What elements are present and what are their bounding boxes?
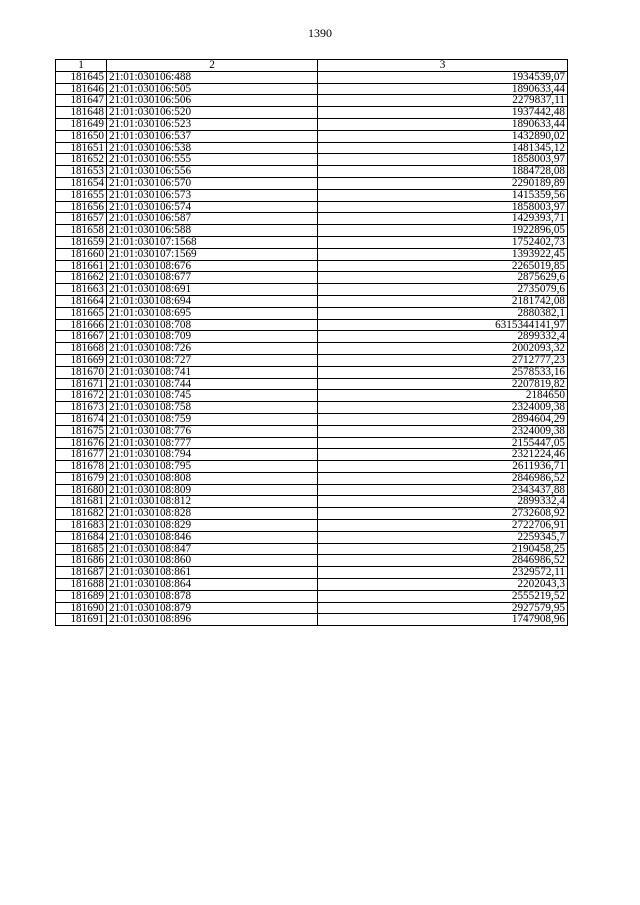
table-row	[56, 260, 568, 272]
table-row	[56, 307, 568, 319]
row-number: 181650	[56, 130, 107, 142]
cadastral-value: 2329572,11	[318, 567, 568, 579]
table-body	[56, 71, 568, 625]
cadastral-value: 1393922,45	[318, 248, 568, 260]
table-row	[56, 295, 568, 307]
table-row	[56, 225, 568, 237]
row-number: 181648	[56, 107, 107, 119]
row-number: 181653	[56, 166, 107, 178]
row-number: 181683	[56, 520, 107, 532]
table-row	[56, 213, 568, 225]
cadastral-value: 2184650	[318, 390, 568, 402]
row-number: 181663	[56, 284, 107, 296]
table-row	[56, 402, 568, 414]
row-number: 181690	[56, 602, 107, 614]
cadastral-value: 2324009,38	[318, 425, 568, 437]
page-number: 1390	[308, 26, 332, 40]
cadastral-number: 21:01:030108:829	[107, 520, 318, 532]
cadastral-value: 1858003,97	[318, 201, 568, 213]
table-row	[56, 201, 568, 213]
cadastral-number: 21:01:030107:1569	[107, 248, 318, 260]
table-row	[56, 118, 568, 130]
row-number: 181667	[56, 331, 107, 343]
cadastral-number: 21:01:030108:812	[107, 496, 318, 508]
row-number: 181686	[56, 555, 107, 567]
cadastral-value: 2202043,3	[318, 579, 568, 591]
cadastral-value: 2279837,11	[318, 95, 568, 107]
cadastral-value: 2321224,46	[318, 449, 568, 461]
cadastral-number: 21:01:030108:695	[107, 307, 318, 319]
table-row	[56, 177, 568, 189]
row-number: 181687	[56, 567, 107, 579]
row-number: 181655	[56, 189, 107, 201]
table-row	[56, 614, 568, 626]
row-number: 181680	[56, 484, 107, 496]
cadastral-number: 21:01:030106:506	[107, 95, 318, 107]
table-row	[56, 567, 568, 579]
cadastral-value: 1890633,44	[318, 83, 568, 95]
table-row	[56, 437, 568, 449]
table-row	[56, 189, 568, 201]
table-row	[56, 555, 568, 567]
cadastral-number: 21:01:030107:1568	[107, 236, 318, 248]
table-row	[56, 472, 568, 484]
cadastral-number: 21:01:030106:538	[107, 142, 318, 154]
table-row	[56, 272, 568, 284]
cadastral-value: 2259345,7	[318, 531, 568, 543]
cadastral-number: 21:01:030108:676	[107, 260, 318, 272]
cadastral-number: 21:01:030108:726	[107, 343, 318, 355]
cadastral-number: 21:01:030108:808	[107, 472, 318, 484]
cadastral-number: 21:01:030108:708	[107, 319, 318, 331]
cadastral-number: 21:01:030106:574	[107, 201, 318, 213]
cadastral-number: 21:01:030108:727	[107, 354, 318, 366]
table-row	[56, 166, 568, 178]
cadastral-value-table	[55, 59, 568, 626]
cadastral-value: 1481345,12	[318, 142, 568, 154]
row-number: 181646	[56, 83, 107, 95]
table-row	[56, 449, 568, 461]
cadastral-value: 2846986,52	[318, 555, 568, 567]
table-row	[56, 154, 568, 166]
table-row	[56, 236, 568, 248]
table-row	[56, 95, 568, 107]
row-number: 181684	[56, 531, 107, 543]
table-row	[56, 83, 568, 95]
row-number: 181678	[56, 461, 107, 473]
table-row	[56, 590, 568, 602]
cadastral-number: 21:01:030108:864	[107, 579, 318, 591]
cadastral-number: 21:01:030106:587	[107, 213, 318, 225]
cadastral-value: 1432890,02	[318, 130, 568, 142]
row-number: 181654	[56, 177, 107, 189]
table-row	[56, 508, 568, 520]
cadastral-value: 1429393,71	[318, 213, 568, 225]
cadastral-value: 2894604,29	[318, 413, 568, 425]
cadastral-number: 21:01:030108:861	[107, 567, 318, 579]
row-number: 181661	[56, 260, 107, 272]
table-row	[56, 413, 568, 425]
cadastral-number: 21:01:030108:677	[107, 272, 318, 284]
cadastral-number: 21:01:030108:846	[107, 531, 318, 543]
cadastral-number: 21:01:030108:879	[107, 602, 318, 614]
cadastral-value: 2002093,32	[318, 343, 568, 355]
column-header-1: 1	[56, 60, 107, 72]
table-row	[56, 107, 568, 119]
cadastral-value: 1884728,08	[318, 166, 568, 178]
row-number: 181647	[56, 95, 107, 107]
row-number: 181665	[56, 307, 107, 319]
cadastral-value: 1922896,05	[318, 225, 568, 237]
cadastral-number: 21:01:030108:896	[107, 614, 318, 626]
cadastral-number: 21:01:030108:741	[107, 366, 318, 378]
row-number: 181662	[56, 272, 107, 284]
cadastral-value: 1858003,97	[318, 154, 568, 166]
row-number: 181652	[56, 154, 107, 166]
table-row	[56, 71, 568, 83]
cadastral-value: 1937442,48	[318, 107, 568, 119]
row-number: 181671	[56, 378, 107, 390]
row-number: 181656	[56, 201, 107, 213]
table-row	[56, 319, 568, 331]
table-row	[56, 579, 568, 591]
cadastral-value: 2190458,25	[318, 543, 568, 555]
cadastral-number: 21:01:030108:745	[107, 390, 318, 402]
row-number: 181659	[56, 236, 107, 248]
row-number: 181675	[56, 425, 107, 437]
table-row	[56, 531, 568, 543]
cadastral-number: 21:01:030106:537	[107, 130, 318, 142]
table-row	[56, 142, 568, 154]
table-row	[56, 543, 568, 555]
cadastral-number: 21:01:030108:847	[107, 543, 318, 555]
table-row	[56, 378, 568, 390]
row-number: 181681	[56, 496, 107, 508]
row-number: 181672	[56, 390, 107, 402]
cadastral-number: 21:01:030108:691	[107, 284, 318, 296]
row-number: 181660	[56, 248, 107, 260]
cadastral-value: 2722706,91	[318, 520, 568, 532]
cadastral-value: 2880382,1	[318, 307, 568, 319]
cadastral-value: 2899332,4	[318, 496, 568, 508]
table-row	[56, 343, 568, 355]
cadastral-number: 21:01:030108:795	[107, 461, 318, 473]
cadastral-value: 2611936,71	[318, 461, 568, 473]
row-number: 181645	[56, 71, 107, 83]
cadastral-value: 2555219,52	[318, 590, 568, 602]
cadastral-value: 2290189,89	[318, 177, 568, 189]
row-number: 181685	[56, 543, 107, 555]
cadastral-number: 21:01:030108:694	[107, 295, 318, 307]
table-row	[56, 390, 568, 402]
row-number: 181677	[56, 449, 107, 461]
cadastral-value: 2846986,52	[318, 472, 568, 484]
row-number: 181658	[56, 225, 107, 237]
cadastral-value: 1890633,44	[318, 118, 568, 130]
cadastral-value: 2207819,82	[318, 378, 568, 390]
cadastral-number: 21:01:030108:758	[107, 402, 318, 414]
row-number: 181673	[56, 402, 107, 414]
cadastral-value: 1747908,96	[318, 614, 568, 626]
cadastral-value: 2712777,23	[318, 354, 568, 366]
cadastral-value: 2732608,92	[318, 508, 568, 520]
table-row	[56, 496, 568, 508]
row-number: 181689	[56, 590, 107, 602]
cadastral-number: 21:01:030106:573	[107, 189, 318, 201]
table-row	[56, 484, 568, 496]
cadastral-value: 2181742,08	[318, 295, 568, 307]
table-row	[56, 366, 568, 378]
table-row	[56, 520, 568, 532]
cadastral-number: 21:01:030106:505	[107, 83, 318, 95]
cadastral-number: 21:01:030106:520	[107, 107, 318, 119]
table-row	[56, 331, 568, 343]
row-number: 181691	[56, 614, 107, 626]
cadastral-number: 21:01:030106:488	[107, 71, 318, 83]
column-header-2: 2	[107, 60, 318, 72]
row-number: 181666	[56, 319, 107, 331]
row-number: 181657	[56, 213, 107, 225]
table-row	[56, 602, 568, 614]
cadastral-number: 21:01:030106:588	[107, 225, 318, 237]
table-header-row	[56, 60, 568, 72]
cadastral-number: 21:01:030108:878	[107, 590, 318, 602]
cadastral-value: 1415359,56	[318, 189, 568, 201]
cadastral-number: 21:01:030108:828	[107, 508, 318, 520]
row-number: 181649	[56, 118, 107, 130]
table-row	[56, 461, 568, 473]
cadastral-number: 21:01:030106:570	[107, 177, 318, 189]
row-number: 181670	[56, 366, 107, 378]
cadastral-value: 1934539,07	[318, 71, 568, 83]
row-number: 181669	[56, 354, 107, 366]
row-number: 181651	[56, 142, 107, 154]
row-number: 181688	[56, 579, 107, 591]
row-number: 181676	[56, 437, 107, 449]
cadastral-number: 21:01:030106:556	[107, 166, 318, 178]
cadastral-number: 21:01:030108:709	[107, 331, 318, 343]
cadastral-value: 2927579,95	[318, 602, 568, 614]
cadastral-value: 2265019,85	[318, 260, 568, 272]
cadastral-value: 6315344141,97	[318, 319, 568, 331]
table-row	[56, 248, 568, 260]
cadastral-value: 2343437,88	[318, 484, 568, 496]
cadastral-number: 21:01:030108:759	[107, 413, 318, 425]
row-number: 181679	[56, 472, 107, 484]
cadastral-number: 21:01:030106:555	[107, 154, 318, 166]
row-number: 181668	[56, 343, 107, 355]
cadastral-value: 2324009,38	[318, 402, 568, 414]
cadastral-value: 2578533,16	[318, 366, 568, 378]
cadastral-number: 21:01:030108:809	[107, 484, 318, 496]
table-row	[56, 130, 568, 142]
cadastral-number: 21:01:030108:794	[107, 449, 318, 461]
row-number: 181664	[56, 295, 107, 307]
cadastral-value: 2875629,6	[318, 272, 568, 284]
cadastral-value: 2735079,6	[318, 284, 568, 296]
table-row	[56, 425, 568, 437]
cadastral-number: 21:01:030108:860	[107, 555, 318, 567]
cadastral-value: 1752402,73	[318, 236, 568, 248]
cadastral-value: 2155447,05	[318, 437, 568, 449]
row-number: 181682	[56, 508, 107, 520]
cadastral-number: 21:01:030108:744	[107, 378, 318, 390]
cadastral-number: 21:01:030106:523	[107, 118, 318, 130]
table-row	[56, 284, 568, 296]
cadastral-number: 21:01:030108:777	[107, 437, 318, 449]
row-number: 181674	[56, 413, 107, 425]
table-row	[56, 354, 568, 366]
column-header-3: 3	[318, 60, 568, 72]
cadastral-number: 21:01:030108:776	[107, 425, 318, 437]
cadastral-value: 2899332,4	[318, 331, 568, 343]
